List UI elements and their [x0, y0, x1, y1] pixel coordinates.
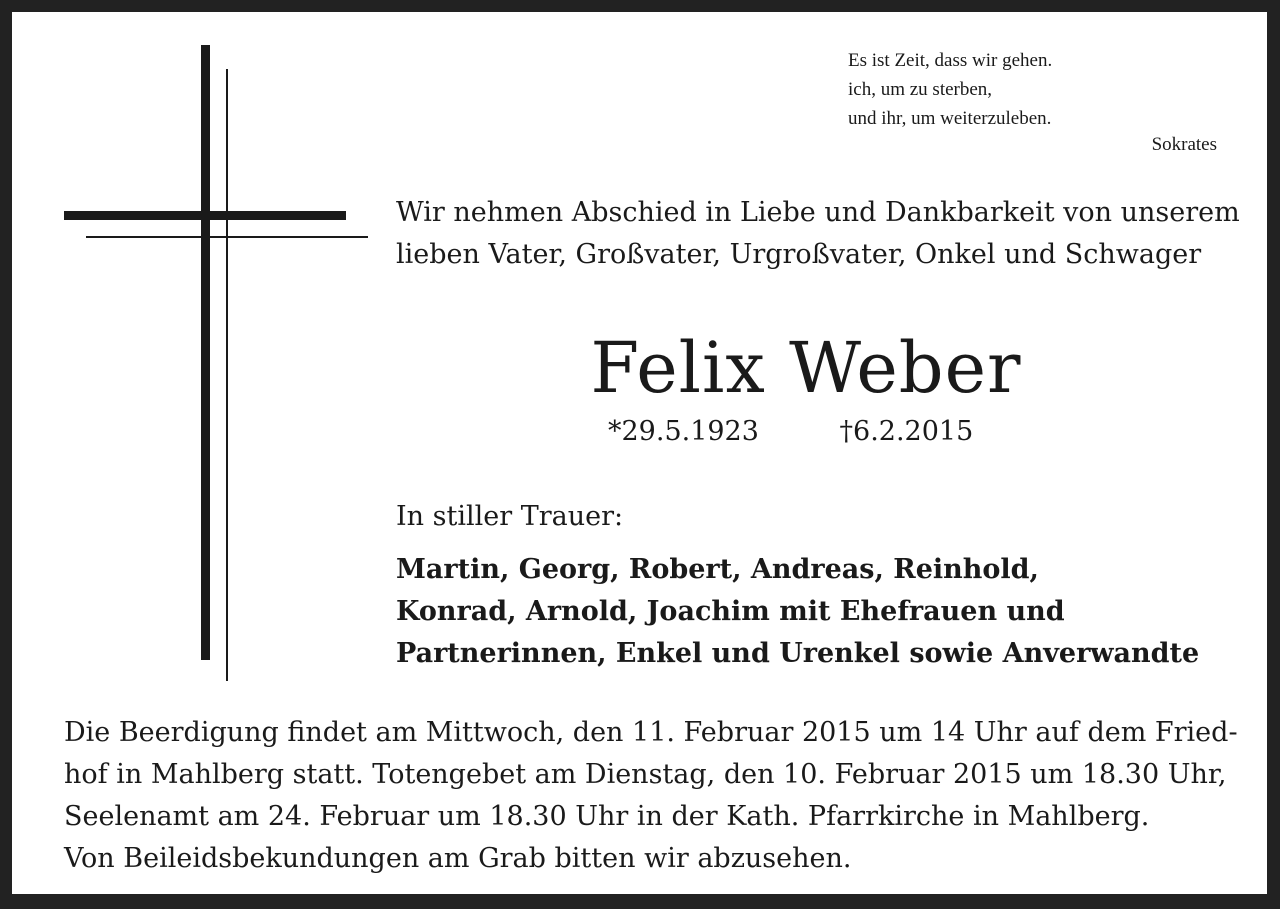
quote-author: Sokrates	[1151, 134, 1217, 155]
mourners-line: Konrad, Arnold, Joachim mit Ehefrauen und	[396, 596, 1065, 627]
deceased-name: Felix Weber	[590, 327, 1022, 409]
birth-date: *29.5.1923	[608, 416, 759, 447]
death-date: †6.2.2015	[839, 416, 974, 447]
intro-text	[396, 192, 1240, 276]
funeral-line: Die Beerdigung findet am Mittwoch, den 11. Februar 2015 um 14 Uhr auf dem Fried-	[64, 717, 1238, 748]
mourners-list	[396, 549, 1199, 675]
mourners-line: Partnerinnen, Enkel und Urenkel sowie Anverwandte	[396, 638, 1200, 669]
quote-line: Es ist Zeit, dass wir gehen.	[848, 50, 1053, 71]
quote-line: ich, um zu sterben,	[848, 79, 993, 100]
funeral-line: Von Beileidsbekundungen am Grab bitten wir abzusehen.	[64, 843, 852, 874]
mourners-line: Martin, Georg, Robert, Andreas, Reinhold,	[396, 554, 1039, 585]
quote-line: und ihr, um weiterzuleben.	[848, 108, 1052, 129]
funeral-line: Seelenamt am 24. Februar um 18.30 Uhr in der Kath. Pfarrkirche in Mahlberg.	[64, 801, 1150, 832]
intro-line: Wir nehmen Abschied in Liebe und Dankbarkeit von unserem	[396, 197, 1240, 228]
funeral-line: hof in Mahlberg statt. Totengebet am Dienstag, den 10. Februar 2015 um 18.30 Uhr,	[64, 759, 1227, 790]
obituary-card	[12, 12, 1267, 894]
funeral-details	[64, 712, 1238, 880]
life-dates	[608, 416, 973, 447]
epigraph-quote	[848, 46, 1052, 133]
intro-line: lieben Vater, Großvater, Urgroßvater, Onkel und Schwager	[396, 239, 1202, 270]
mourners-label: In stiller Trauer:	[396, 501, 624, 532]
